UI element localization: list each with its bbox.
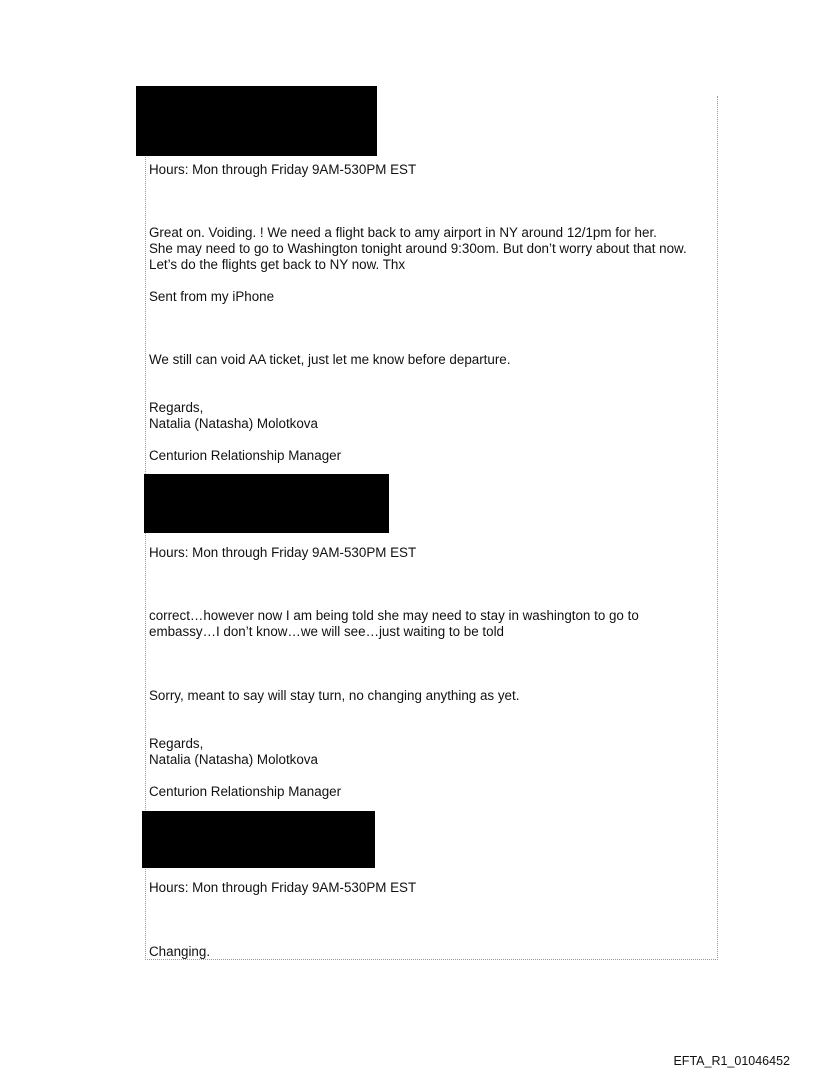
- signature-name: Natalia (Natasha) Molotkova: [149, 752, 318, 767]
- regards-line: Regards,: [149, 736, 204, 751]
- message-line: correct…however now I am being told she may need to stay in washington to go to: [149, 608, 639, 623]
- redaction-block: [144, 474, 389, 533]
- hours-line: Hours: Mon through Friday 9AM-530PM EST: [149, 545, 417, 560]
- redaction-block: [142, 811, 375, 868]
- message-line: Changing.: [149, 944, 211, 959]
- signature-title: Centurion Relationship Manager: [149, 784, 342, 799]
- regards-line: Regards,: [149, 400, 204, 415]
- message-line: Great on. Voiding. ! We need a flight back to amy airport in NY around 12/1pm for her.: [149, 225, 657, 240]
- sent-from-line: Sent from my iPhone: [149, 289, 275, 304]
- message-line: Sorry, meant to say will stay turn, no changing anything as yet.: [149, 688, 520, 703]
- message-line: Let’s do the flights get back to NY now. Thx: [149, 257, 406, 272]
- message-line: We still can void AA ticket, just let me know before departure.: [149, 352, 511, 367]
- hours-line: Hours: Mon through Friday 9AM-530PM EST: [149, 880, 417, 895]
- redaction-block: [136, 86, 377, 156]
- message-line: embassy…I don’t know…we will see…just waiting to be told: [149, 624, 505, 639]
- signature-title: Centurion Relationship Manager: [149, 448, 342, 463]
- message-line: She may need to go to Washington tonight around 9:30om. But don’t worry about that now.: [149, 241, 687, 256]
- document-id: EFTA_R1_01046452: [673, 1054, 790, 1068]
- hours-line: Hours: Mon through Friday 9AM-530PM EST: [149, 162, 417, 177]
- signature-name: Natalia (Natasha) Molotkova: [149, 416, 318, 431]
